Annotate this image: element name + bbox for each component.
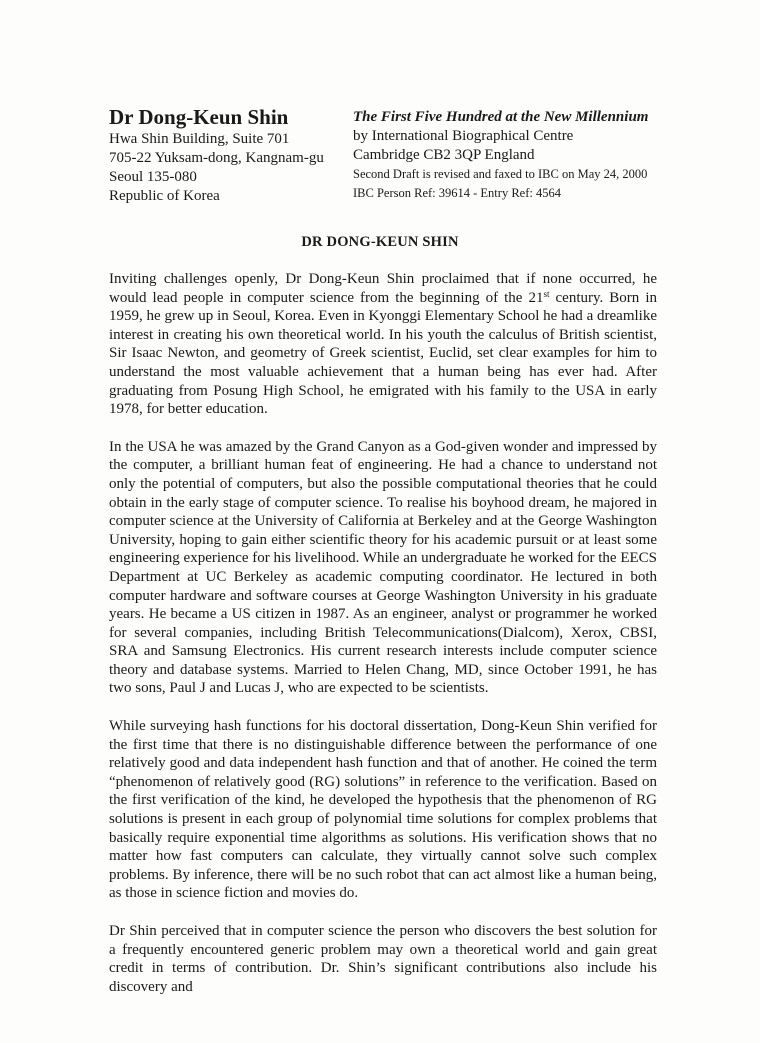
paragraph-3: While surveying hash functions for his doctoral dissertation, Dong-Keun Shin verified for the first time that there is no distinguishable difference between the performance of one relatively good and data independent hash function and that of another. He coined the term “phenomenon of relatively good (RG) solutions” in reference to the verification. Based on the first verification of the kind, he developed the hypothesis that the phenomenon of RG solutions is present in each group of polynomial time solutions for complex problems that basically require exponential time algorithms as solutions. His verification shows that no matter how fast computers can calculate, they virtually cannot solve such complex problems. By inference, there will be no such robot that can act almost like a human being, as those in science fiction and movies do. <box>109 718 657 902</box>
paragraph-4: Dr Shin perceived that in computer science the person who discovers the best solution for a frequently encountered generic problem may own a theoretical world and gain great credit in terms of contribution. Dr. Shin’s significant contributions also include his discovery and <box>109 923 657 995</box>
paragraph-text: century. Born in 1959, he grew up in Seoul, Korea. Even in Kyonggi Elementary School he had a dreamlike interest in creating his own theoretical world. In his youth the calculus of British scientist, Sir Isaac Newton, and geometry of Greek scientist, Euclid, set clear examples for him to understand the most valuable achievement that a human being has ever had. After graduating from Posung High School, he emigrated with his family to the USA in early 1978, for better education. <box>109 289 657 418</box>
publisher: by International Biographical Centre <box>353 128 574 144</box>
address-line: 705-22 Yuksam-dong, Kangnam-gu <box>109 150 324 166</box>
author-block <box>109 104 349 206</box>
publication-title: The First Five Hundred at the New Millennium <box>353 109 649 125</box>
document-title: DR DONG-KEUN SHIN <box>301 234 459 250</box>
paragraph-1 <box>109 270 657 419</box>
paragraph-2: In the USA he was amazed by the Grand Canyon as a God-given wonder and impressed by the computer, a brilliant human feat of engineering. He had a chance to understand not only the potential of computers, but also the possible computational theories that he could obtain in the early stage of computer science. To realise his boyhood dream, he majored in computer science at the University of California at Berkeley and at the George Washington University, hoping to gain either scientific theory for his academic pursuit or at least some engineering experience for his livelihood. While an undergraduate he worked for the EECS Department at UC Berkeley as academic computing coordinator. He lectured in both computer hardware and software courses at George Washington University in his graduate years. He became a US citizen in 1987. As an engineer, analyst or programmer he worked for several companies, including British Telecommunications(Dialcom), Xerox, CBSI, SRA and Samsung Electronics. His current research interests include computer science theory and database systems. Married to Helen Chang, MD, since October 1991, he has two sons, Paul J and Lucas J, who are expected to be scientists. <box>109 438 658 697</box>
publisher-location: Cambridge CB2 3QP England <box>353 147 535 163</box>
address-line: Seoul 135-080 <box>109 169 197 185</box>
ordinal-suffix: st <box>543 288 550 299</box>
body-text <box>109 270 657 1015</box>
draft-note: Second Draft is revised and faxed to IBC on May 24, 2000 <box>353 167 648 181</box>
address-line: Hwa Shin Building, Suite 701 <box>109 131 290 147</box>
publication-block <box>353 108 683 203</box>
paragraph-text: Inviting challenges openly, Dr Dong-Keun Shin proclaimed that if none occurred, he would lead people in computer science from the beginning of the 21 <box>109 271 657 306</box>
author-name: Dr Dong-Keun Shin <box>109 105 289 129</box>
reference-line: IBC Person Ref: 39614 - Entry Ref: 4564 <box>353 186 561 200</box>
address-line: Republic of Korea <box>109 188 220 204</box>
